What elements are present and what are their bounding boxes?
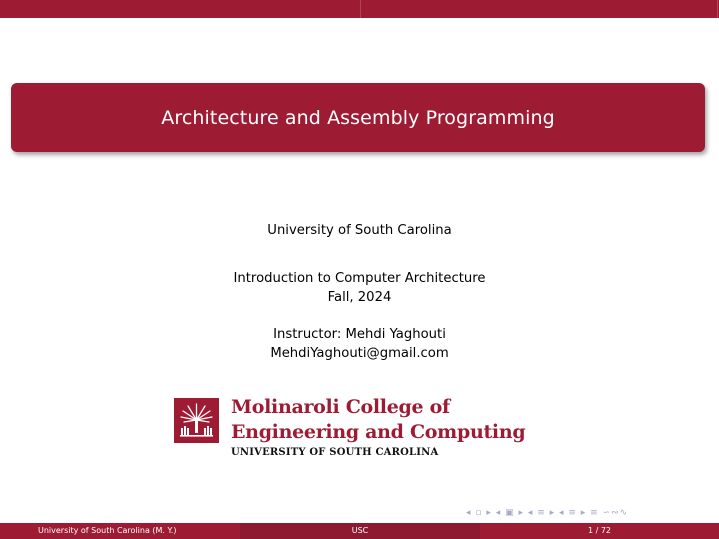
footer-author: University of South Carolina (M. Y.): [0, 523, 240, 539]
instructor-email: MehdiYaghouti@gmail.com: [270, 346, 449, 361]
beamer-navigation-icons[interactable]: ◂ ▫ ▸ ◂ ▣ ▸ ◂ ≡ ▸ ◂ ≡ ▸ ≡ ∽∾∿: [466, 508, 629, 518]
header-divider: [360, 0, 361, 18]
title-banner: [11, 83, 705, 152]
instructor: Instructor: Mehdi Yaghouti: [273, 327, 446, 342]
header-bar: [0, 0, 719, 18]
course-name: Introduction to Computer Architecture: [233, 271, 486, 286]
logo-line-2: Engineering and Computing: [231, 421, 526, 443]
logo-line-1: Molinaroli College of: [231, 396, 450, 418]
footer-bar: [0, 523, 719, 539]
term: Fall, 2024: [327, 290, 392, 305]
logo-line-3: UNIVERSITY OF SOUTH CAROLINA: [231, 447, 439, 458]
footer-page-number: 1 / 72: [480, 523, 719, 539]
palmetto-logo-icon: [174, 398, 219, 443]
header-divider: [717, 0, 718, 18]
institute-name: University of South Carolina: [267, 223, 452, 238]
footer-short-institute: USC: [240, 523, 480, 539]
slide-title: Architecture and Assembly Programming: [161, 106, 555, 129]
